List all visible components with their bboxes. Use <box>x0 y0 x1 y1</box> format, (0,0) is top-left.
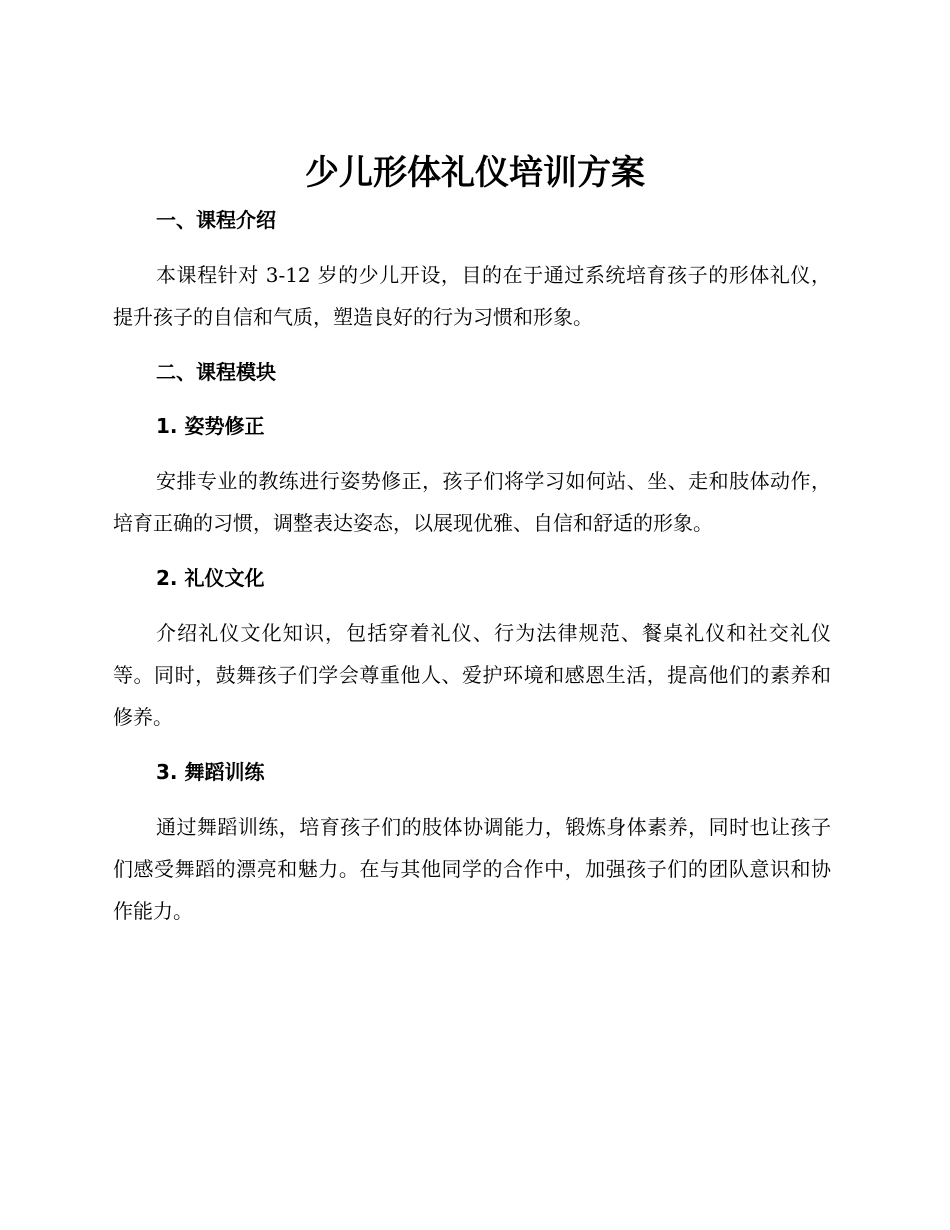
section-heading-course-intro: 一、课程介绍 <box>156 208 276 232</box>
module-heading-posture: 1. 姿势修正 <box>156 414 265 438</box>
module-heading-etiquette: 2. 礼仪文化 <box>156 566 265 590</box>
document-title: 少儿形体礼仪培训方案 <box>305 153 645 193</box>
section-heading-course-modules: 二、课程模块 <box>156 360 276 384</box>
module-etiquette-paragraph: 介绍礼仪文化知识，包括穿着礼仪、行为法律规范、餐桌礼仪和社交礼仪等。同时，鼓舞孩子们学会尊重他人、爱护环境和感恩生活，提高他们的素养和修养。 <box>113 621 831 729</box>
module-dance-paragraph: 通过舞蹈训练，培育孩子们的肢体协调能力，锻炼身体素养，同时也让孩子们感受舞蹈的漂亮和魅力。在与其他同学的合作中，加强孩子们的团队意识和协作能力。 <box>113 815 831 923</box>
module-heading-dance: 3. 舞蹈训练 <box>156 760 265 784</box>
module-posture-paragraph: 安排专业的教练进行姿势修正，孩子们将学习如何站、坐、走和肢体动作，培育正确的习惯，调整表达姿态，以展现优雅、自信和舒适的形象。 <box>113 469 831 535</box>
course-intro-paragraph: 本课程针对 3-12 岁的少儿开设，目的在于通过系统培育孩子的形体礼仪，提升孩子的自信和气质，塑造良好的行为习惯和形象。 <box>113 263 831 329</box>
